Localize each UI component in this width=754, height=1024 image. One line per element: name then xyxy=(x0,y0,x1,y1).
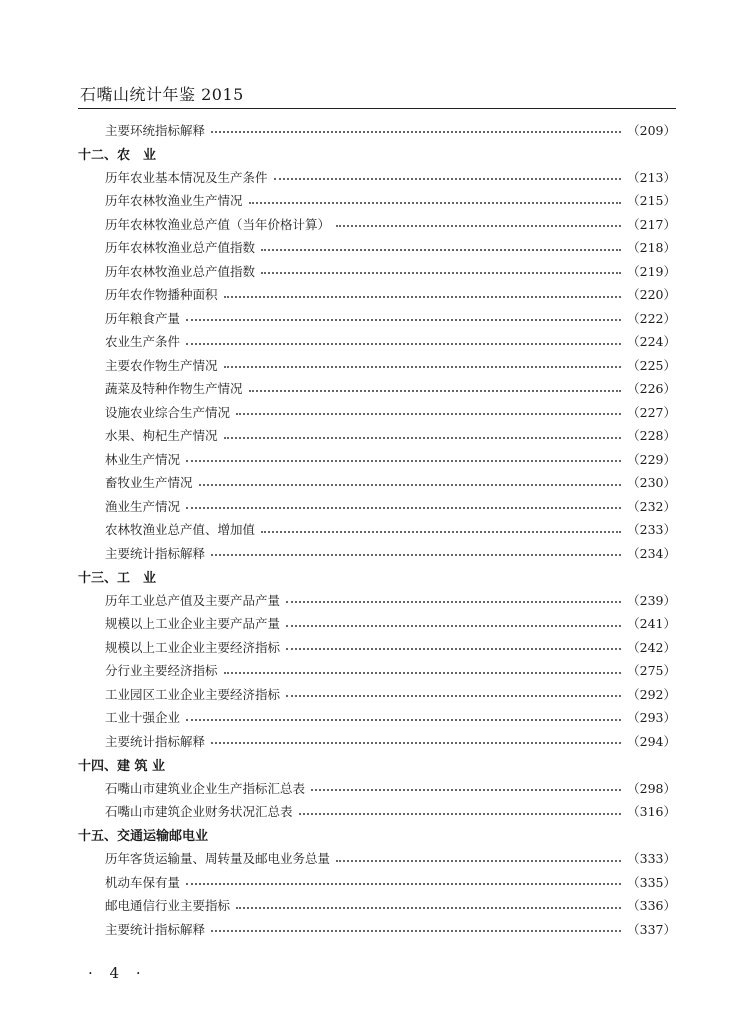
toc-section-heading xyxy=(78,753,676,777)
dot-leader xyxy=(224,295,622,298)
entry-title: 石嘴山市建筑企业财务状况汇总表 xyxy=(105,804,293,820)
entry-page-number: （229） xyxy=(627,451,676,467)
dot-leader xyxy=(186,318,621,321)
toc-entry xyxy=(78,729,676,753)
entry-page-number: （230） xyxy=(627,475,676,491)
entry-page-number: （234） xyxy=(627,545,676,561)
dot-leader xyxy=(286,624,621,627)
dot-leader xyxy=(249,201,622,204)
entry-title: 蔬菜及特种作物生产情况 xyxy=(105,381,243,397)
dot-leader xyxy=(186,718,621,721)
entry-page-number: （233） xyxy=(627,522,676,538)
toc-entry xyxy=(78,776,676,800)
dot-leader xyxy=(224,365,622,368)
toc-entry xyxy=(78,118,676,142)
entry-page-number: （316） xyxy=(627,804,676,820)
toc-section-heading xyxy=(78,142,676,166)
dot-leader xyxy=(336,224,621,227)
entry-title: 主要环统指标解释 xyxy=(105,122,206,138)
toc-entry xyxy=(78,800,676,824)
page-number: · 4 · xyxy=(88,964,147,982)
entry-page-number: （209） xyxy=(627,122,676,138)
entry-title: 历年农林牧渔业总产值指数 xyxy=(105,240,256,256)
dot-leader xyxy=(261,271,621,274)
entry-page-number: （218） xyxy=(627,240,676,256)
toc-entry xyxy=(78,353,676,377)
entry-page-number: （241） xyxy=(627,616,676,632)
toc-entry xyxy=(78,847,676,871)
header-rule xyxy=(78,108,676,109)
entry-title: 林业生产情况 xyxy=(105,451,181,467)
dot-leader xyxy=(286,694,621,697)
dot-leader xyxy=(186,342,621,345)
dot-leader xyxy=(211,929,621,932)
entry-page-number: （298） xyxy=(627,780,676,796)
toc-entry xyxy=(78,706,676,730)
entry-title: 石嘴山市建筑业企业生产指标汇总表 xyxy=(105,780,306,796)
entry-title: 分行业主要经济指标 xyxy=(105,663,218,679)
entry-title: 农林牧渔业总产值、增加值 xyxy=(105,522,256,538)
toc-entry xyxy=(78,612,676,636)
entry-page-number: （337） xyxy=(627,921,676,937)
toc-entry xyxy=(78,165,676,189)
entry-title: 邮电通信行业主要指标 xyxy=(105,898,231,914)
entry-page-number: （293） xyxy=(627,710,676,726)
entry-page-number: （224） xyxy=(627,334,676,350)
toc-entry xyxy=(78,917,676,941)
dot-leader xyxy=(211,741,621,744)
entry-title: 历年农作物播种面积 xyxy=(105,287,218,303)
dot-leader xyxy=(211,553,621,556)
dot-leader xyxy=(236,906,621,909)
toc-entry xyxy=(78,659,676,683)
dot-leader xyxy=(286,647,621,650)
dot-leader xyxy=(211,130,621,133)
toc-entry xyxy=(78,424,676,448)
entry-page-number: （226） xyxy=(627,381,676,397)
entry-page-number: （239） xyxy=(627,592,676,608)
entry-page-number: （213） xyxy=(627,169,676,185)
entry-title: 设施农业综合生产情况 xyxy=(105,404,231,420)
entry-title: 历年粮食产量 xyxy=(105,310,181,326)
dot-leader xyxy=(299,812,622,815)
dot-leader xyxy=(199,483,622,486)
dot-leader xyxy=(274,177,622,180)
section-title: 十二、农 业 xyxy=(78,147,157,163)
toc-entry xyxy=(78,189,676,213)
entry-page-number: （294） xyxy=(627,733,676,749)
toc-section-heading xyxy=(78,565,676,589)
dot-leader xyxy=(336,859,621,862)
entry-page-number: （292） xyxy=(627,686,676,702)
entry-title: 历年农林牧渔业生产情况 xyxy=(105,193,243,209)
dot-leader xyxy=(236,412,621,415)
entry-page-number: （215） xyxy=(627,193,676,209)
entry-title: 规模以上工业企业主要产品产量 xyxy=(105,616,281,632)
entry-page-number: （219） xyxy=(627,263,676,279)
dot-leader xyxy=(224,671,622,674)
entry-page-number: （335） xyxy=(627,874,676,890)
toc-entry xyxy=(78,870,676,894)
entry-page-number: （222） xyxy=(627,310,676,326)
toc-entry xyxy=(78,682,676,706)
toc-entry xyxy=(78,471,676,495)
dot-leader xyxy=(186,882,621,885)
entry-page-number: （227） xyxy=(627,404,676,420)
section-title: 十五、交通运输邮电业 xyxy=(78,829,209,845)
entry-title: 主要统计指标解释 xyxy=(105,921,206,937)
entry-page-number: （242） xyxy=(627,639,676,655)
entry-page-number: （275） xyxy=(627,663,676,679)
entry-title: 历年客货运输量、周转量及邮电业务总量 xyxy=(105,851,331,867)
dot-leader xyxy=(224,436,622,439)
entry-page-number: （225） xyxy=(627,357,676,373)
table-of-contents xyxy=(78,118,676,941)
entry-page-number: （336） xyxy=(627,898,676,914)
toc-entry xyxy=(78,518,676,542)
running-header: 石嘴山统计年鉴 2015 xyxy=(80,85,244,104)
toc-entry xyxy=(78,494,676,518)
toc-entry xyxy=(78,635,676,659)
entry-title: 工业十强企业 xyxy=(105,710,181,726)
toc-entry xyxy=(78,894,676,918)
toc-entry xyxy=(78,283,676,307)
dot-leader xyxy=(186,459,621,462)
dot-leader xyxy=(311,788,621,791)
dot-leader xyxy=(249,389,622,392)
entry-title: 机动车保有量 xyxy=(105,874,181,890)
entry-title: 渔业生产情况 xyxy=(105,498,181,514)
dot-leader xyxy=(261,530,621,533)
entry-page-number: （333） xyxy=(627,851,676,867)
toc-entry xyxy=(78,447,676,471)
entry-title: 规模以上工业企业主要经济指标 xyxy=(105,639,281,655)
toc-entry xyxy=(78,306,676,330)
entry-title: 主要统计指标解释 xyxy=(105,733,206,749)
toc-entry xyxy=(78,400,676,424)
toc-entry xyxy=(78,377,676,401)
entry-title: 主要统计指标解释 xyxy=(105,545,206,561)
toc-entry xyxy=(78,236,676,260)
entry-title: 历年农林牧渔业总产值（当年价格计算） xyxy=(105,216,331,232)
entry-title: 主要农作物生产情况 xyxy=(105,357,218,373)
entry-title: 工业园区工业企业主要经济指标 xyxy=(105,686,281,702)
toc-entry xyxy=(78,541,676,565)
dot-leader xyxy=(186,506,621,509)
dot-leader xyxy=(261,248,621,251)
dot-leader xyxy=(286,600,621,603)
entry-page-number: （217） xyxy=(627,216,676,232)
entry-title: 历年工业总产值及主要产品产量 xyxy=(105,592,281,608)
section-title: 十三、工 业 xyxy=(78,570,157,586)
entry-title: 畜牧业生产情况 xyxy=(105,475,193,491)
toc-entry xyxy=(78,330,676,354)
toc-entry xyxy=(78,588,676,612)
toc-entry xyxy=(78,212,676,236)
entry-page-number: （232） xyxy=(627,498,676,514)
entry-title: 历年农林牧渔业总产值指数 xyxy=(105,263,256,279)
toc-section-heading xyxy=(78,823,676,847)
toc-entry xyxy=(78,259,676,283)
section-title: 十四、建 筑 业 xyxy=(78,758,166,774)
entry-page-number: （228） xyxy=(627,428,676,444)
entry-page-number: （220） xyxy=(627,287,676,303)
entry-title: 历年农业基本情况及生产条件 xyxy=(105,169,268,185)
entry-title: 水果、枸杞生产情况 xyxy=(105,428,218,444)
entry-title: 农业生产条件 xyxy=(105,334,181,350)
